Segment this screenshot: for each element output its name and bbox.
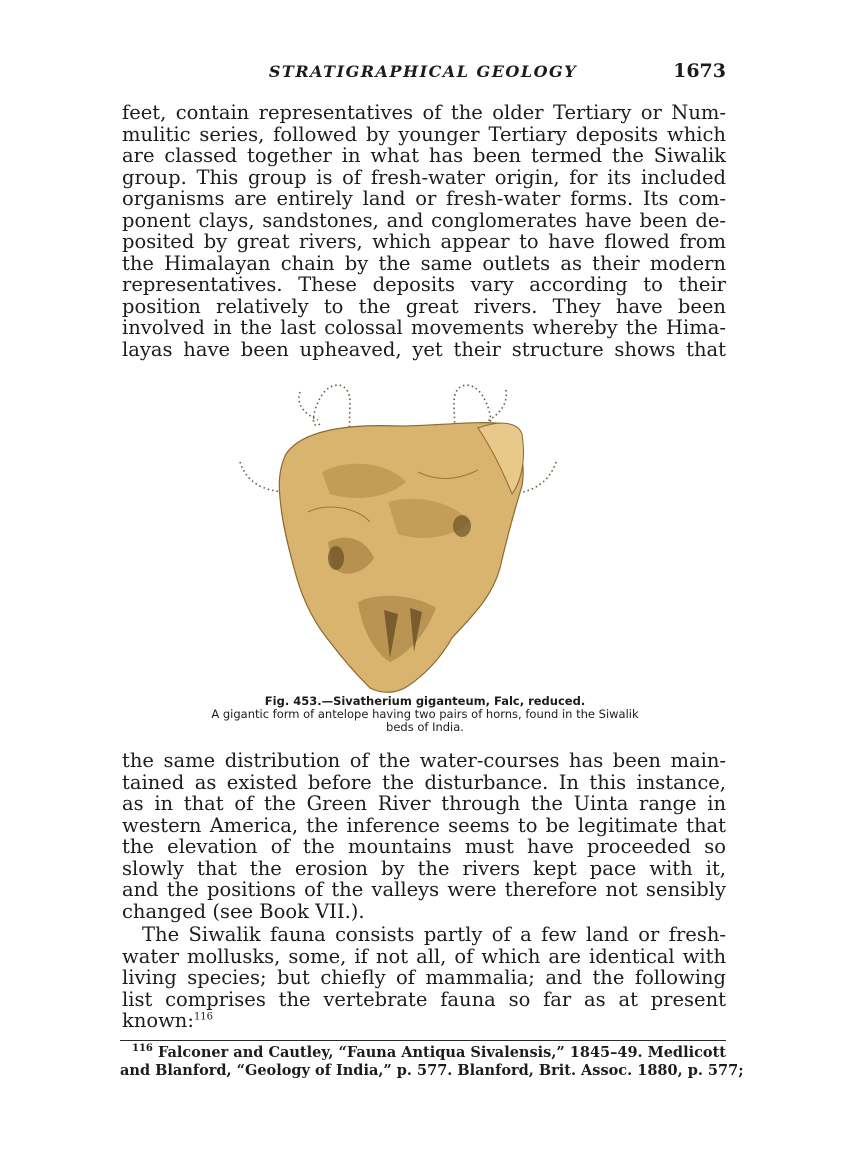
paragraph-2 (122, 750, 726, 922)
footnote (120, 1043, 744, 1080)
text-line: western America, the inference seems to be legitimate that (122, 813, 726, 837)
text-line: layas have been upheaved, yet their structure shows that (122, 337, 726, 361)
footnote-line-1 (120, 1044, 726, 1062)
text-line: changed (see Book VII.). (122, 899, 365, 923)
text-line: position relatively to the great rivers. They have been (122, 294, 726, 318)
footnote-text-1: Falconer and Cautley, “Fauna Antiqua Sivalensis,” 1845–49. Medlicott (157, 1044, 726, 1061)
text-line: the elevation of the mountains must have proceeded so (122, 835, 726, 858)
footnote-number: 116 (132, 1043, 153, 1055)
text-line: representatives. These deposits vary according to their (122, 273, 726, 296)
text-line: organisms are entirely land or fresh-water forms. Its com- (122, 187, 726, 210)
right-upper-horn-tine (486, 390, 506, 422)
text-line: water mollusks, some, if not all, of which are identical with (122, 944, 726, 968)
footnote-reference[interactable]: 116 (193, 1011, 214, 1023)
text-line: are classed together in what has been termed the Siwalik (122, 144, 726, 167)
text-line: living species; but chiefly of mammalia; and the following (122, 966, 726, 989)
paragraph-3 (122, 924, 726, 1032)
text-line-with-footnote-ref (122, 1010, 726, 1032)
page-number: 1673 (673, 60, 726, 82)
figure-description-line-1: A gigantic form of antelope having two pairs of horns, found in the Siwalik (211, 707, 639, 721)
text-line: ponent clays, sandstones, and conglomerates have been de- (122, 208, 726, 232)
text-line: slowly that the erosion by the rivers kept pace with it, (122, 856, 726, 880)
left-orbit (328, 546, 344, 570)
text-line: involved in the last colossal movements whereby the Hima- (122, 316, 726, 339)
text-line: group. This group is of fresh-water origin, for its included (122, 165, 726, 189)
figure-caption (120, 695, 730, 734)
text-line: The Siwalik fauna consists partly of a few land or fresh- (142, 923, 726, 946)
sivatherium-skull-illustration (238, 362, 568, 702)
running-title: STRATIGRAPHICAL GEOLOGY (268, 62, 578, 81)
right-orbit (453, 515, 471, 537)
footnote-divider (120, 1040, 726, 1041)
paragraph-1 (122, 102, 726, 360)
text-line: posited by great rivers, which appear to have flowed from (122, 230, 726, 253)
last-line-text: known: (122, 1009, 194, 1032)
footnote-line-2: and Blanford, “Geology of India,” p. 577. Blanford, Brit. Assoc. 1880, p. 577; (120, 1062, 744, 1079)
text-line: and the positions of the valleys were therefore not sensibly (122, 878, 726, 901)
text-line: list comprises the vertebrate fauna so far as at present (122, 987, 726, 1011)
text-line: the same distribution of the water-courses has been main- (122, 749, 726, 772)
left-upper-horn-tine (299, 392, 318, 420)
figure-title: Fig. 453.—Sivatherium giganteum, Falc, reduced. (264, 694, 586, 708)
figure-description-line-2: beds of India. (386, 720, 464, 734)
text-line: the Himalayan chain by the same outlets as their modern (122, 251, 726, 275)
running-header (120, 62, 726, 88)
text-line: feet, contain representatives of the older Tertiary or Num- (122, 101, 726, 124)
skull-drawing (238, 362, 568, 702)
text-line: mulitic series, followed by younger Tertiary deposits which (122, 122, 726, 146)
text-line: as in that of the Green River through the Uinta range in (122, 792, 726, 815)
text-line: tained as existed before the disturbance. In this instance, (122, 770, 726, 794)
